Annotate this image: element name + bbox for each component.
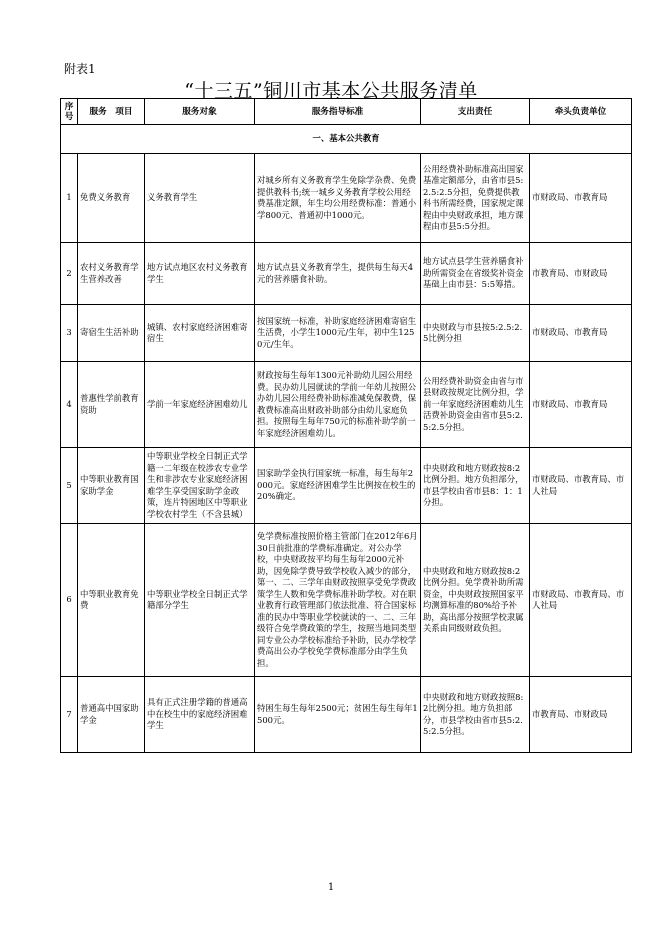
cell-target: 学前一年家庭经济困难幼儿 bbox=[145, 362, 255, 448]
table-row bbox=[61, 305, 632, 362]
cell-item: 农村义务教育学生营养改善 bbox=[78, 243, 145, 305]
cell-seq: 1 bbox=[61, 154, 78, 243]
header-standard: 服务指导标准 bbox=[255, 99, 421, 125]
table-row bbox=[61, 362, 632, 448]
table-row bbox=[61, 154, 632, 243]
cell-target: 城镇、农村家庭经济困难寄宿生 bbox=[145, 305, 255, 362]
header-lead: 牵头负责单位 bbox=[530, 99, 632, 125]
table-row bbox=[61, 448, 632, 524]
cell-funding: 公用经费补助资金由省与市县财政按规定比例分担，学前一年家庭经济困难幼儿生活费补助资金由省市县5:2.5:2.5分担。 bbox=[421, 362, 530, 448]
cell-target-text: 中等职业学校全日制正式学籍一二年级在校涉农专业学生和非涉农专业家庭经济困难学生享受国家助学金政策，连片特困地区中等职业学校农村学生（不含县城） bbox=[147, 451, 248, 519]
cell-lead: 市教育局、市财政局 bbox=[530, 677, 632, 753]
cell-standard: 国家助学金执行国家统一标准，每生每年2000元。家庭经济困难学生比例按在校生的20%确定。 bbox=[255, 448, 421, 524]
header-funding: 支出责任 bbox=[421, 99, 530, 125]
cell-lead: 市财政局、市教育局、市人社局 bbox=[530, 524, 632, 677]
cell-seq: 6 bbox=[61, 524, 78, 677]
header-seq: 序号 bbox=[61, 99, 78, 125]
cell-seq: 2 bbox=[61, 243, 78, 305]
cell-seq: 4 bbox=[61, 362, 78, 448]
cell-target: 具有正式注册学籍的普通高中在校生中的家庭经济困难学生 bbox=[145, 677, 255, 753]
table-row bbox=[61, 524, 632, 677]
cell-seq: 5 bbox=[61, 448, 78, 524]
cell-standard: 财政按每生每年1300元补助幼儿园公用经费。民办幼儿园就读的学前一年幼儿按照公办幼儿园公用经费补助标准减免保教费，保教费标准高出财政补助部分由幼儿家庭负担。按照每生每年750元的标准补助学前一年家庭经济困难幼儿。 bbox=[255, 362, 421, 448]
cell-target: 义务教育学生 bbox=[145, 154, 255, 243]
cell-funding: 中央财政与市县按5:2.5:2.5比例分担 bbox=[421, 305, 530, 362]
cell-funding: 地方试点县学生营养膳食补助所需资金在省级奖补资金基础上由市县：5:5筹措。 bbox=[421, 243, 530, 305]
cell-item: 寄宿生生活补助 bbox=[78, 305, 145, 362]
page-title: “十三五”铜川市基本公共服务清单 bbox=[184, 80, 478, 102]
cell-standard: 地方试点县义务教育学生，提供每生每天4元的营养膳食补助。 bbox=[255, 243, 421, 305]
annex-label: 附表1 bbox=[64, 62, 96, 76]
cell-target: 地方试点地区农村义务教育学生 bbox=[145, 243, 255, 305]
header-row bbox=[61, 99, 632, 125]
cell-target: 中等职业学校全日制正式学籍部分学生 bbox=[145, 524, 255, 677]
cell-funding: 中央财政和地方财政按8:2比例分担。免学费补助所需资金，中央财政按照国家平均测算标准的80%给予补助，高出部分按照学校隶属关系由同级财政负担。 bbox=[421, 524, 530, 677]
cell-lead: 市财政局、市教育局 bbox=[530, 305, 632, 362]
cell-item: 普通高中国家助学金 bbox=[78, 677, 145, 753]
cell-item: 中等职业教育国家助学金 bbox=[78, 448, 145, 524]
table-row bbox=[61, 677, 632, 753]
cell-seq: 3 bbox=[61, 305, 78, 362]
service-table bbox=[60, 98, 632, 753]
cell-item: 中等职业教育免费 bbox=[78, 524, 145, 677]
header-target: 服务对象 bbox=[145, 99, 255, 125]
section-title: 一、基本公共教育 bbox=[61, 125, 632, 154]
header-item: 服务 项目 bbox=[78, 99, 145, 125]
cell-target bbox=[145, 448, 255, 524]
cell-standard: 特困生每生每年2500元；贫困生每生每年1500元。 bbox=[255, 677, 421, 753]
cell-standard: 按国家统一标准，补助家庭经济困难寄宿生生活费，小学生1000元/生年，初中生1250元/生年。 bbox=[255, 305, 421, 362]
cell-lead: 市财政局、市教育局 bbox=[530, 154, 632, 243]
cell-funding: 公用经费补助标准高出国家基准定额部分，由省市县5:2.5:2.5分担，免费提供教科书所需经费，国家规定课程由中央财政承担，地方课程由市县5:5分担。 bbox=[421, 154, 530, 243]
cell-lead: 市财政局、市教育局、市人社局 bbox=[530, 448, 632, 524]
cell-standard: 对城乡所有义务教育学生免除学杂费、免费提供教科书;统一城乡义务教育学校公用经费基准定额，年生均公用经费标准：普通小学800元、普通初中1000元。 bbox=[255, 154, 421, 243]
cell-standard: 免学费标准按照价格主管部门在2012年6月30日前批准的学费标准确定。对公办学校，中央财政按平均每生每年2000元补助，因免除学费导致学校收入减少的部分，第一、二、三学年由财政按照享受免学费政策学生人数和免学费标准补助学校。对在职业教育行政管理部门依法批准、符合国家标准的民办中等职业学校就读的一、二、三年级符合免学费政策的学生，按照当地同类型同专业公办学校标准给予补助，民办学校学费高出公办学校免学费标准部分由学生负担。 bbox=[255, 524, 421, 677]
section-row bbox=[61, 125, 632, 154]
cell-seq: 7 bbox=[61, 677, 78, 753]
cell-item: 免费义务教育 bbox=[78, 154, 145, 243]
cell-funding: 中央财政和地方财政按照8:2比例分担。地方负担部分，市县学校由省市县5:2.5:2.5分担。 bbox=[421, 677, 530, 753]
page-number: 1 bbox=[327, 882, 335, 893]
cell-item: 普惠性学前教育资助 bbox=[78, 362, 145, 448]
cell-lead: 市财政局、市教育局 bbox=[530, 362, 632, 448]
cell-lead: 市教育局、市财政局 bbox=[530, 243, 632, 305]
cell-funding: 中央财政和地方财政按8:2比例分担。地方负担部分，市县学校由省市县8：1：1分担。 bbox=[421, 448, 530, 524]
table-row bbox=[61, 243, 632, 305]
